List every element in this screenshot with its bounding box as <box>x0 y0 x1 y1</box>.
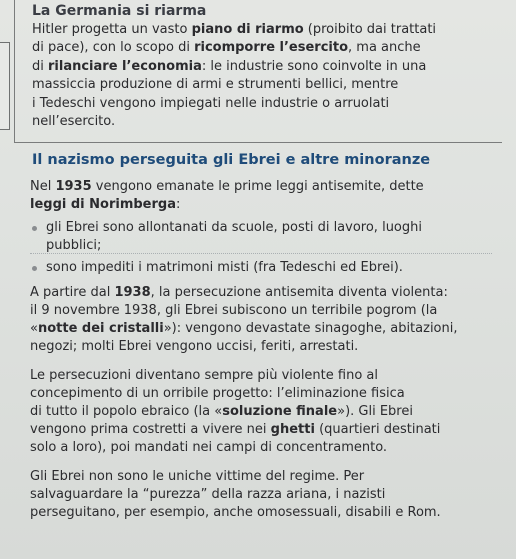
bold-term: ghetti <box>270 422 315 437</box>
text-run: : <box>176 197 181 212</box>
text-line <box>30 468 490 486</box>
text-run: »). Gli Ebrei <box>337 404 413 419</box>
text-line <box>30 421 490 439</box>
text-run: i Tedeschi vengono impiegati nelle industrie o arruolati <box>32 95 390 111</box>
paragraph-1938 <box>30 284 490 356</box>
text-run: Le persecuzioni diventano sempre più violente fino al <box>30 368 378 383</box>
bold-term: piano di riarmo <box>191 22 304 37</box>
text-line <box>32 95 472 113</box>
bold-term: rilanciare l’economia <box>48 58 202 74</box>
text-run: (quartieri destinati <box>314 422 441 437</box>
text-line <box>30 403 490 421</box>
section-title-rearmament: La Germania si riarma <box>32 3 207 19</box>
text-run: »): vengono devastate sinagoghe, abitazioni, <box>163 321 458 336</box>
paragraph-other-victims <box>30 468 490 522</box>
intro-paragraph <box>30 178 490 214</box>
text-run: A partire dal <box>30 285 115 300</box>
list-item-text <box>46 259 486 277</box>
text-run: perseguitano, per esempio, anche omosessuali, disabili e Rom. <box>30 505 441 520</box>
text-line <box>32 76 472 94</box>
text-run: di <box>32 58 48 74</box>
section-title-persecution: Il nazismo perseguita gli Ebrei e altre minoranze <box>32 152 431 168</box>
paragraph-final-solution <box>30 367 490 457</box>
text-run: nell’esercito. <box>32 114 116 130</box>
bold-term: leggi di Norimberga <box>30 197 176 212</box>
text-line <box>30 504 490 522</box>
text-line <box>46 219 486 237</box>
text-run: Hitler progetta un vasto <box>32 22 192 37</box>
text-line <box>32 39 472 57</box>
text-line <box>32 58 472 76</box>
text-line <box>32 113 472 131</box>
bold-term: ricomporre l’esercito <box>194 40 349 56</box>
list-item <box>30 219 490 255</box>
text-run: : le industrie sono coinvolte in una <box>201 58 427 74</box>
text-line <box>30 178 490 196</box>
text-line <box>30 338 490 356</box>
divider <box>30 253 492 254</box>
list-item-text <box>46 219 486 255</box>
text-run: massiccia produzione di armi e strumenti bellici, mentre <box>32 77 399 93</box>
text-line <box>30 439 490 457</box>
rearmament-paragraph <box>32 21 472 131</box>
text-run: concepimento di un orribile progetto: l’eliminazione fisica <box>30 386 405 401</box>
text-run: « <box>30 321 38 336</box>
text-line <box>30 302 490 320</box>
bold-term: 1935 <box>55 179 92 194</box>
text-run: il 9 novembre 1938, gli Ebrei subiscono un terribile pogrom (la <box>30 303 438 318</box>
text-line <box>30 320 490 338</box>
text-run: vengono emanate le prime leggi antisemite, dette <box>91 179 424 194</box>
text-run: sono impediti i matrimoni misti (fra Tedeschi ed Ebrei). <box>46 260 403 275</box>
bullet-icon <box>32 266 37 271</box>
text-line <box>30 196 490 214</box>
text-run: vengono prima costretti a vivere nei <box>30 422 271 437</box>
text-run: solo a loro), poi mandati nei campi di concentramento. <box>30 440 388 455</box>
bullet-icon <box>32 226 37 231</box>
text-run: , la persecuzione antisemita diventa violenta: <box>150 285 448 300</box>
text-run: pubblici; <box>46 238 102 253</box>
text-run: , ma anche <box>348 40 421 56</box>
text-line <box>30 284 490 302</box>
text-line <box>30 385 490 403</box>
margin-tab <box>0 42 10 130</box>
text-run: Nel <box>30 179 56 194</box>
bold-term: 1938 <box>114 285 151 300</box>
list-item <box>30 259 490 277</box>
text-run: gli Ebrei sono allontanati da scuole, posti di lavoro, luoghi <box>46 220 422 235</box>
text-line <box>30 486 490 504</box>
text-line <box>30 367 490 385</box>
text-run: di tutto il popolo ebraico (la « <box>30 404 223 419</box>
text-run: di pace), con lo scopo di <box>32 40 195 56</box>
text-run: Gli Ebrei non sono le uniche vittime del regime. Per <box>30 469 365 484</box>
text-run: salvaguardare la “purezza” della razza ariana, i nazisti <box>30 487 386 502</box>
text-run: (proibito dai trattati <box>303 22 437 37</box>
text-run: negozi; molti Ebrei vengono uccisi, feriti, arrestati. <box>30 339 359 354</box>
text-line <box>32 21 472 39</box>
text-line <box>46 259 486 277</box>
bold-term: soluzione finale <box>222 404 338 419</box>
bold-term: notte dei cristalli <box>37 321 164 336</box>
